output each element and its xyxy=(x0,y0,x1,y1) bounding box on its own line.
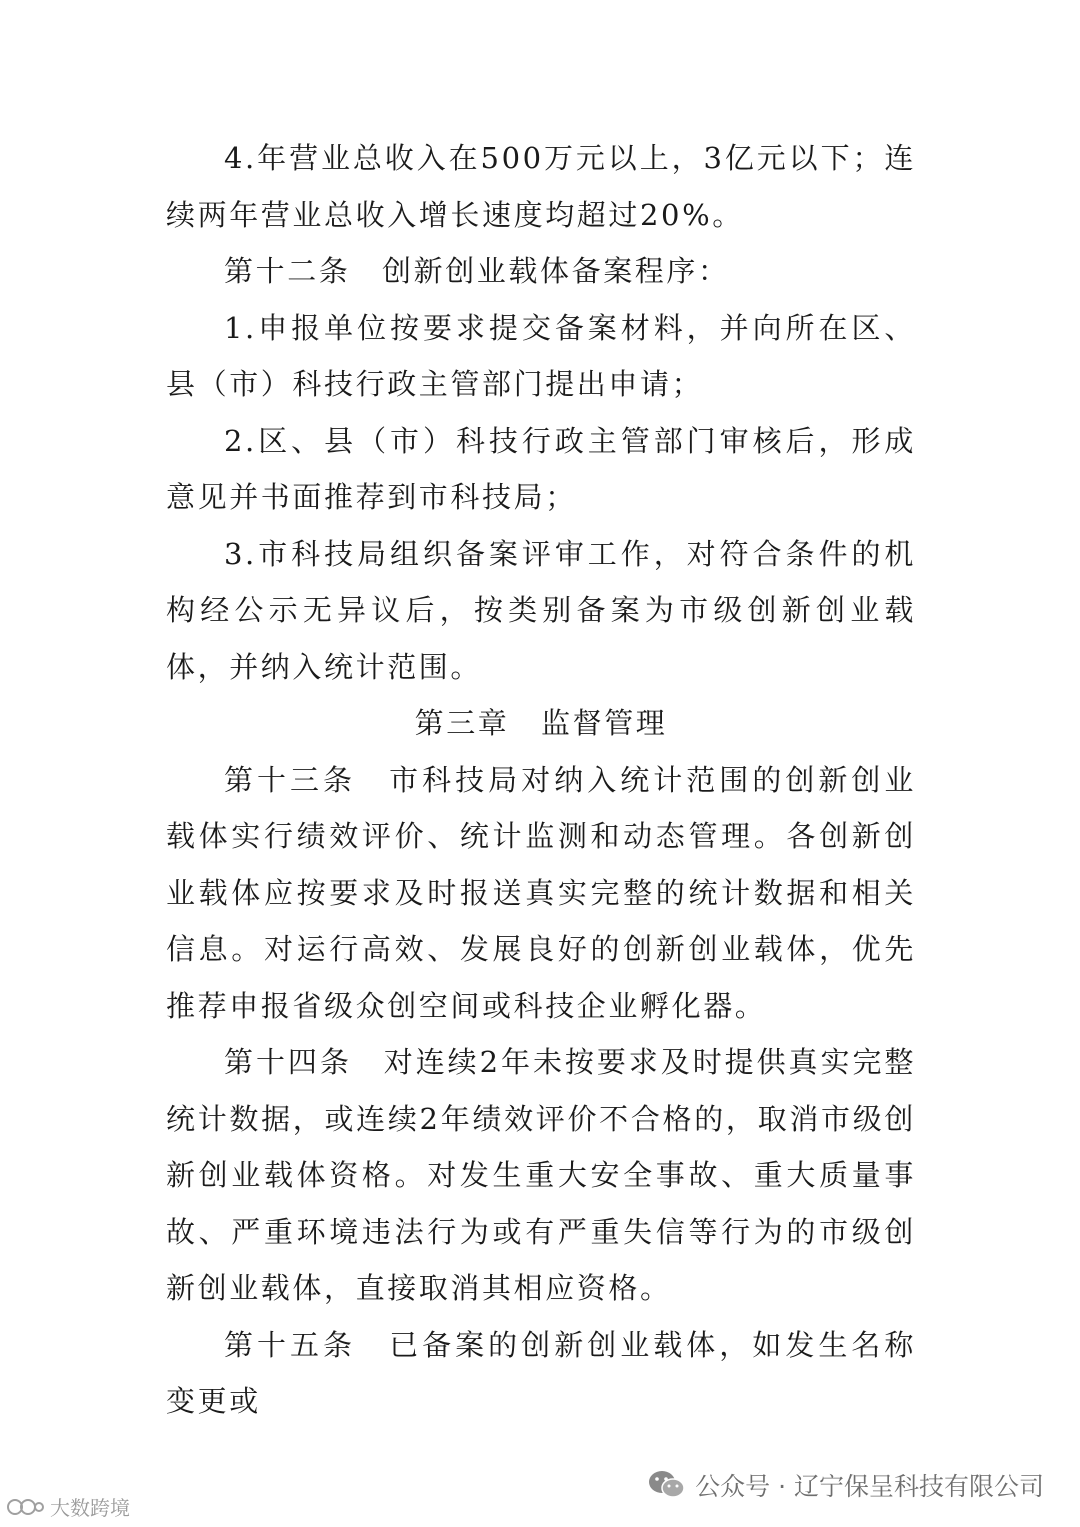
brand-logo-icon xyxy=(6,1496,46,1518)
wechat-icon xyxy=(647,1469,687,1501)
document-body xyxy=(166,130,916,1430)
procedure-step-3: 3.市科技局组织备案评审工作，对符合条件的机构经公示无异议后，按类别备案为市级创新创业载体，并纳入统计范围。 xyxy=(166,536,916,684)
procedure-step-1: 1.申报单位按要求提交备案材料，并向所在区、县（市）科技行政主管部门提出申请； xyxy=(166,310,916,401)
wechat-watermark xyxy=(647,1467,1044,1503)
article-14: 第十四条 对连续2年未按要求及时提供真实完整统计数据，或连续2年绩效评价不合格的，取消市级创新创业载体资格。对发生重大安全事故、重大质量事故、严重环境违法行为或有严重失信等行为的市级创新创业载体，直接取消其相应资格。 xyxy=(166,1045,916,1305)
chapter-title: 第三章 监督管理 xyxy=(414,706,668,740)
article-13: 第十三条 市科技局对纳入统计范围的创新创业载体实行绩效评价、统计监测和动态管理。各创新创业载体应按要求及时报送真实完整的统计数据和相关信息。对运行高效、发展良好的创新创业载体，优先推荐申报省级众创空间或科技企业孵化器。 xyxy=(166,762,916,1023)
corner-logo xyxy=(6,1492,130,1521)
article-12-heading: 第十二条 创新创业载体备案程序： xyxy=(224,254,730,288)
procedure-step-2: 2.区、县（市）科技行政主管部门审核后，形成意见并书面推荐到市科技局； xyxy=(166,423,916,514)
article-15: 第十五条 已备案的创新创业载体，如发生名称变更或 xyxy=(166,1327,916,1418)
watermark-text: 公众号 · 辽宁保呈科技有限公司 xyxy=(695,1472,1044,1501)
paragraph-revenue-criteria: 4.年营业总收入在500万元以上，3亿元以下；连续两年营业总收入增长速度均超过20%。 xyxy=(166,141,916,232)
corner-logo-text: 大数跨境 xyxy=(50,1496,130,1520)
